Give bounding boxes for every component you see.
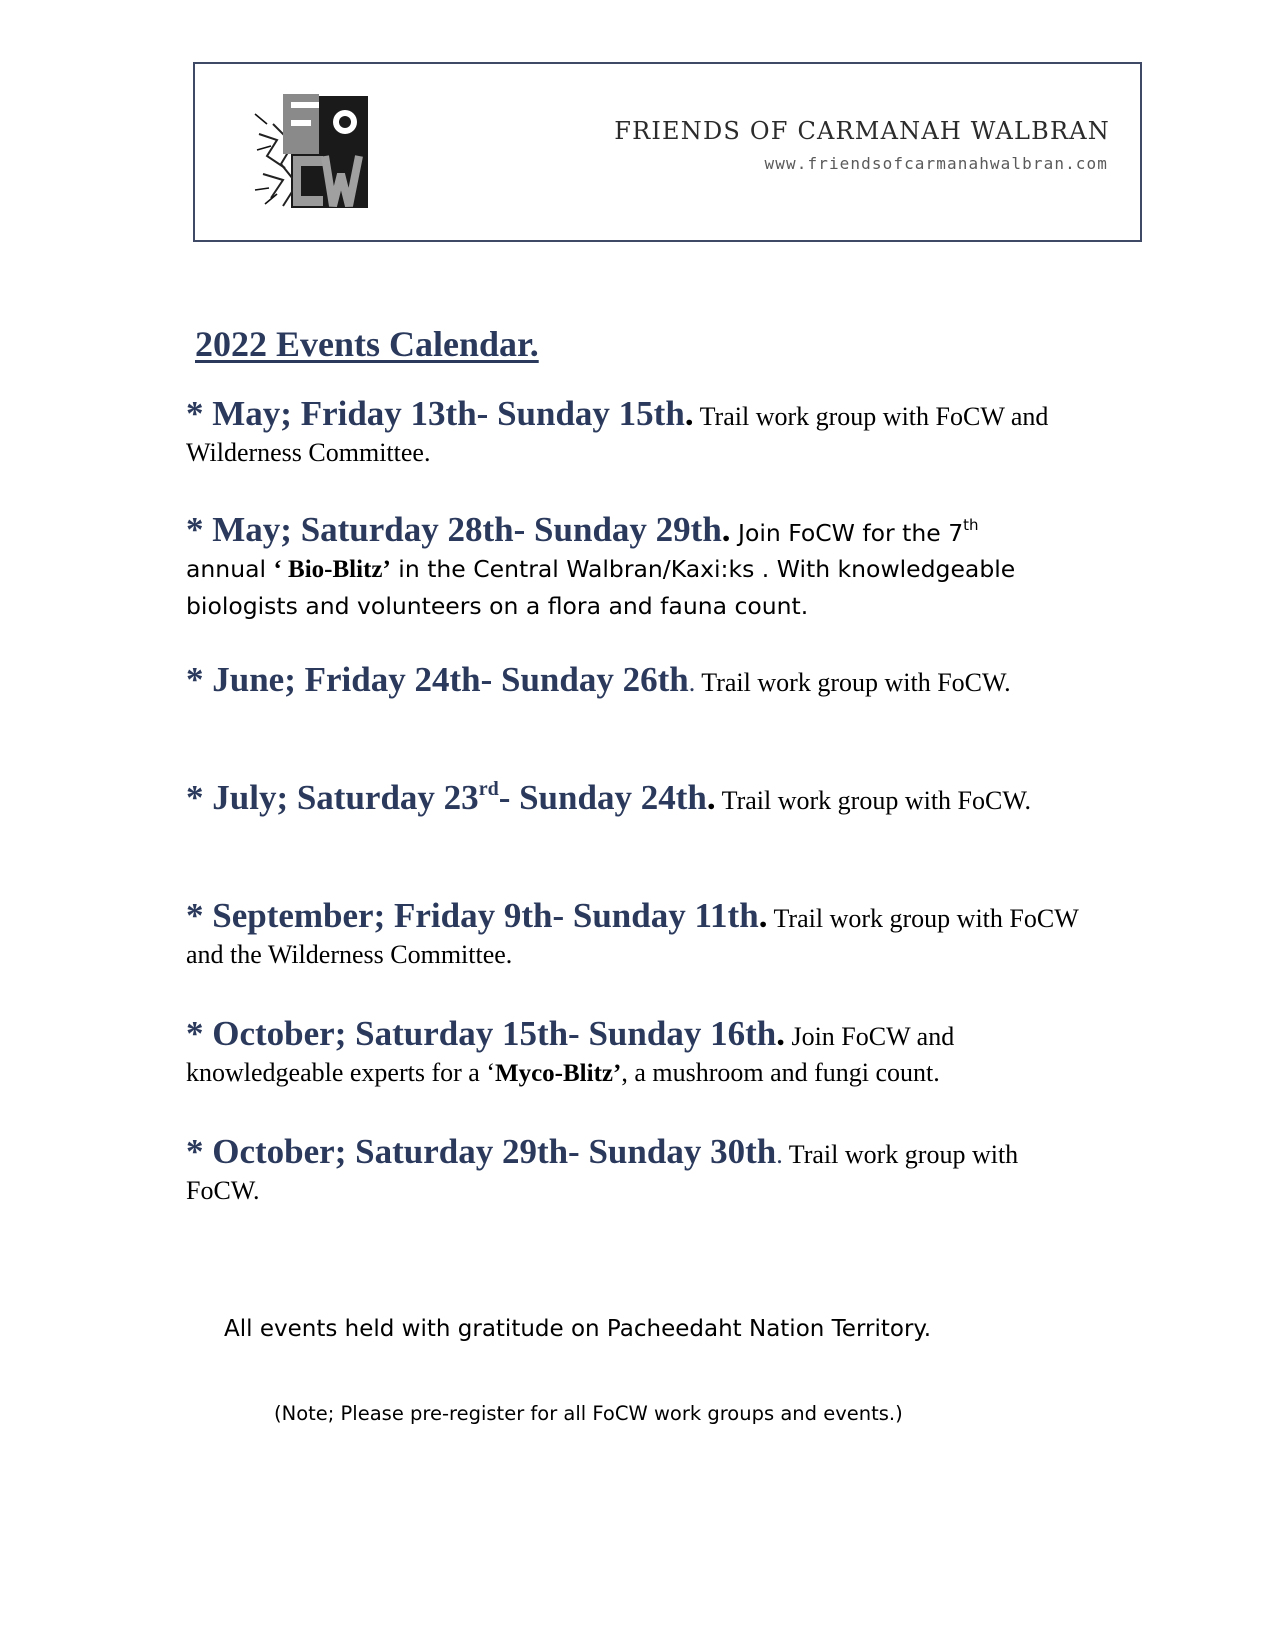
org-name: FRIENDS OF CARMANAH WALBRAN: [614, 117, 1110, 145]
focw-logo: [253, 94, 370, 210]
event-description: , a mushroom and fungi count.: [621, 1058, 940, 1087]
event-date: - Sunday 24th: [498, 778, 707, 817]
event-item: * June; Friday 24th- Sunday 26th. Trail work group with FoCW.: [186, 660, 1011, 699]
event-description: Trail work group with FoCW.: [186, 1140, 1019, 1205]
page-title: 2022 Events Calendar.: [195, 324, 539, 364]
event-item: * September; Friday 9th- Sunday 11th. Trail work group with FoCW and the Wilderness Committee.: [186, 896, 1079, 969]
event-description: Trail work group with FoCW.: [695, 668, 1011, 697]
org-website: www.friendsofcarmanahwalbran.com: [764, 154, 1108, 173]
event-description: annual: [186, 555, 274, 583]
event-description: in the Central Walbran/Kaxi:ks . With knowledgeable biologists and volunteers on a flora and fauna count.: [186, 555, 1016, 620]
event-item: * July; Saturday 23rd- Sunday 24th. Trail work group with FoCW.: [186, 778, 1031, 817]
event-date: * May; Saturday 28th- Sunday 29th: [186, 510, 722, 549]
event-description: Trail work group with FoCW and the Wilderness Committee.: [186, 904, 1079, 969]
event-description: Join FoCW for the 7: [730, 519, 964, 547]
event-description: Trail work group with FoCW.: [715, 786, 1031, 815]
event-highlight: Myco-Blitz’: [494, 1060, 622, 1087]
event-item: * May; Friday 13th- Sunday 15th. Trail work group with FoCW and Wilderness Committee.: [186, 394, 1049, 467]
event-date: * May; Friday 13th- Sunday 15th: [186, 394, 685, 433]
event-description: Trail work group with FoCW and Wilderness Committee.: [186, 402, 1049, 467]
ordinal-suffix: th: [963, 516, 979, 534]
event-highlight: ‘ Bio-Blitz’: [273, 556, 391, 583]
event-item: * October; Saturday 15th- Sunday 16th. Join FoCW and knowledgeable experts for a ‘Myco-Blitz’, a mushroom and fungi count.: [186, 1014, 955, 1087]
event-date: * October; Saturday 29th- Sunday 30th: [186, 1132, 777, 1171]
gratitude-note: All events held with gratitude on Pacheedaht Nation Territory.: [224, 1316, 932, 1342]
event-date: * July; Saturday 23: [186, 778, 479, 817]
event-date: * October; Saturday 15th- Sunday 16th: [186, 1014, 777, 1053]
header-banner: [193, 62, 1142, 242]
event-date: * June; Friday 24th- Sunday 26th: [186, 660, 689, 699]
preregister-note: (Note; Please pre-register for all FoCW work groups and events.): [274, 1402, 903, 1425]
event-date: * September; Friday 9th- Sunday 11th: [186, 896, 759, 935]
ordinal-suffix: rd: [478, 778, 499, 800]
event-item: * May; Saturday 28th- Sunday 29th. Join FoCW for the 7th annual ‘ Bio-Blitz’ in the Central Walbran/Kaxi:ks . With knowledgeable biologists and volunteers on a flora and fauna count.: [186, 510, 1016, 620]
event-item: * October; Saturday 29th- Sunday 30th. Trail work group with FoCW.: [186, 1132, 1019, 1205]
event-description: Join FoCW and knowledgeable experts for a ‘: [186, 1022, 955, 1087]
